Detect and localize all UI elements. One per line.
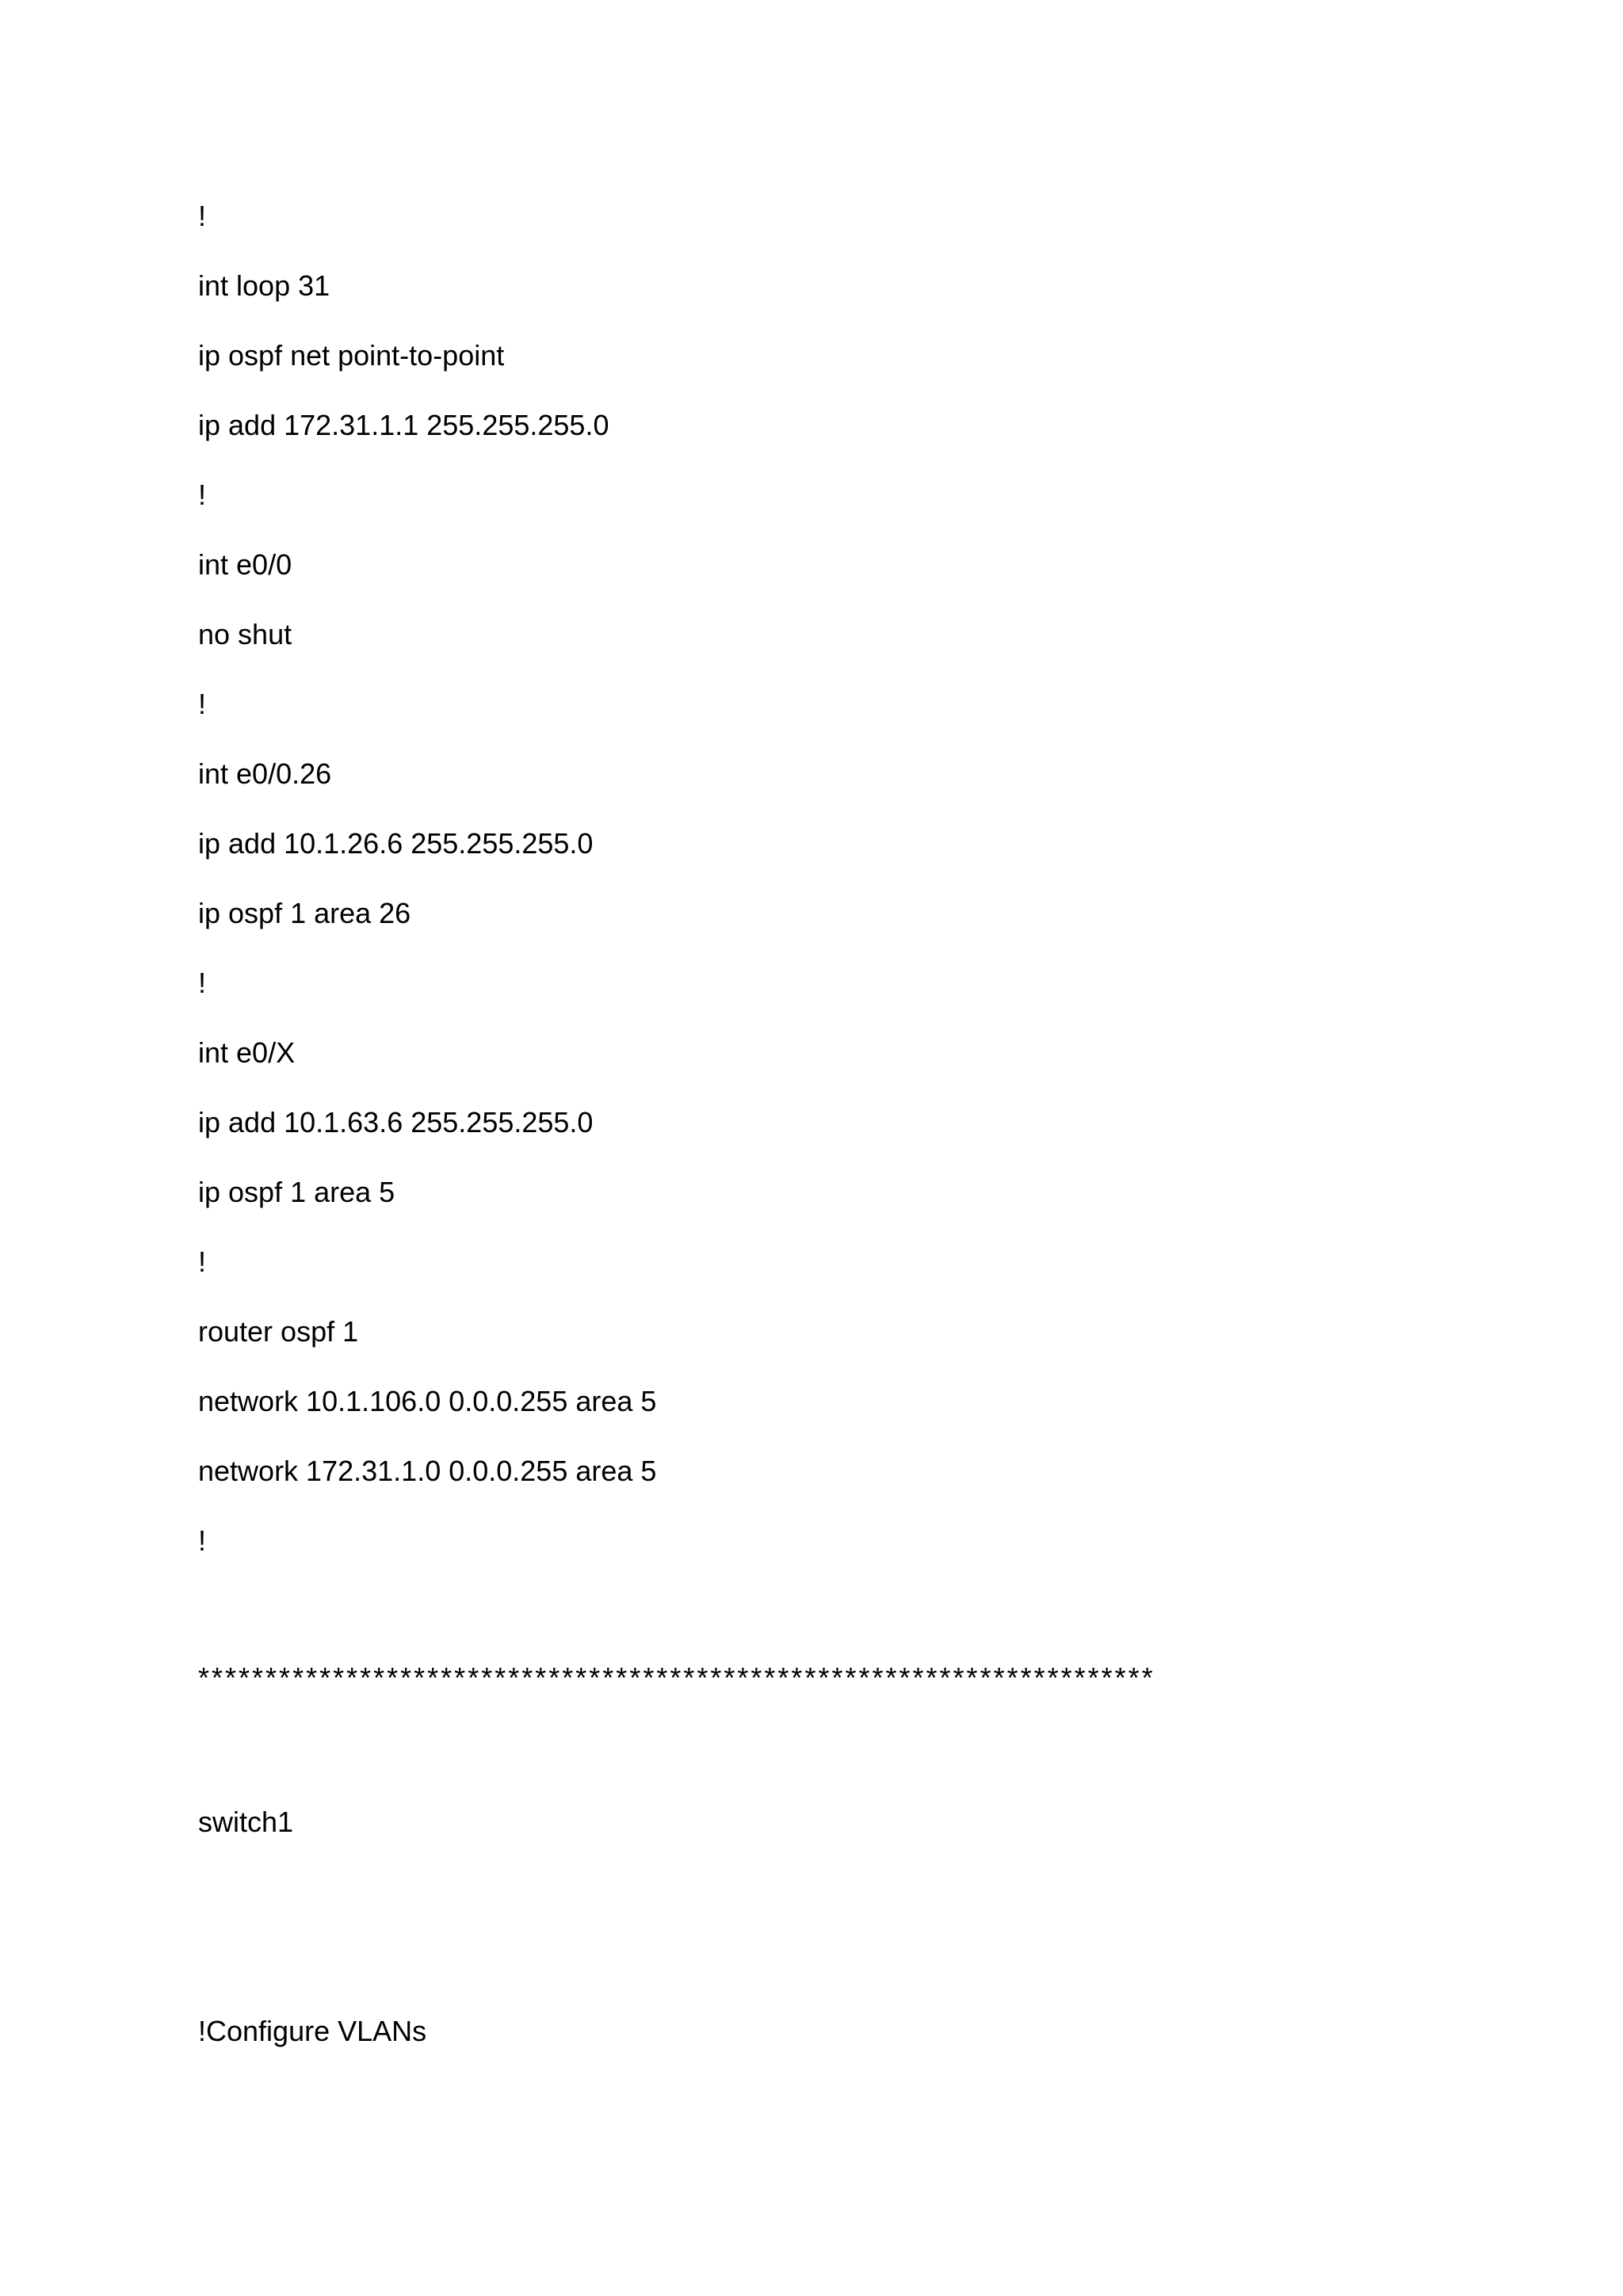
config-line: ip ospf net point-to-point	[198, 339, 505, 372]
section-comment: !Configure VLANs	[198, 2015, 427, 2047]
config-line: ip ospf 1 area 5	[198, 1176, 395, 1208]
config-line: int loop 31	[198, 269, 330, 302]
config-line: int e0/0	[198, 548, 292, 581]
config-line: int e0/X	[198, 1036, 296, 1069]
device-name: switch1	[198, 1806, 294, 1838]
config-line: ip add 10.1.63.6 255.255.255.0	[198, 1106, 594, 1138]
config-line: ip add 10.1.26.6 255.255.255.0	[198, 827, 594, 860]
config-line: !	[198, 688, 207, 720]
config-line: !	[198, 200, 207, 232]
config-line: router ospf 1	[198, 1315, 359, 1348]
config-line: ip ospf 1 area 26	[198, 897, 411, 929]
config-line: !	[198, 1524, 207, 1557]
config-line: no shut	[198, 618, 292, 650]
separator-line: ***********************************************************************	[198, 1661, 1155, 1694]
config-line: int e0/0.26	[198, 757, 332, 790]
config-line: !	[198, 967, 207, 999]
config-line: !	[198, 1245, 207, 1278]
config-line: network 172.31.1.0 0.0.0.255 area 5	[198, 1455, 657, 1487]
config-line: !	[198, 479, 207, 511]
config-line: ip add 172.31.1.1 255.255.255.0	[198, 409, 609, 441]
config-line: network 10.1.106.0 0.0.0.255 area 5	[198, 1385, 657, 1417]
